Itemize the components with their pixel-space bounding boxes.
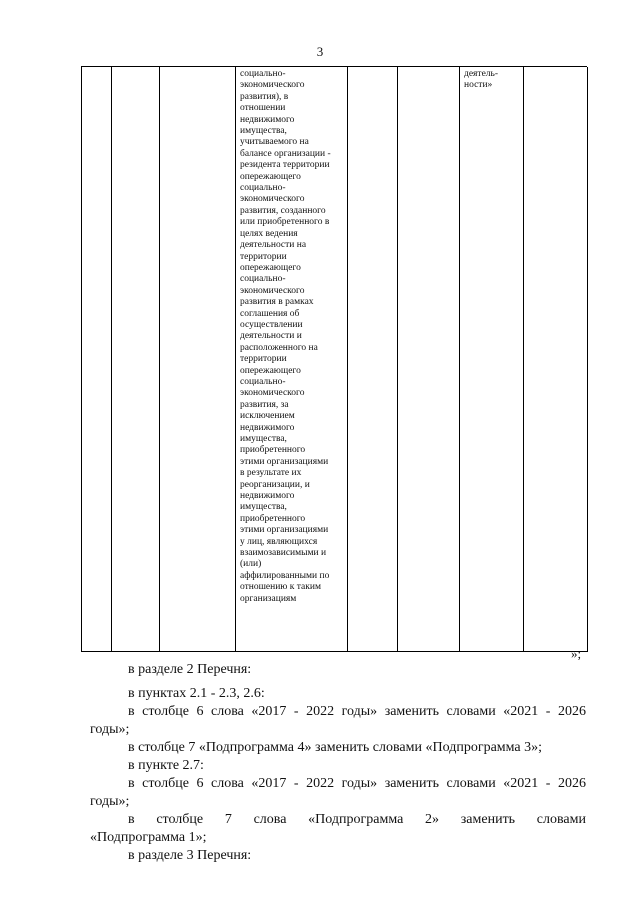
paragraph-line: в столбце 7 слова «Подпрограмма 2» заменить словами <box>128 812 586 827</box>
cell-line: имущества, <box>240 502 287 513</box>
paragraph-column6-b <box>90 775 586 811</box>
cell-line: осуществлении <box>240 319 303 330</box>
cell-line: деятельности и <box>240 331 302 342</box>
paragraph-line: годы»; <box>90 794 130 809</box>
table-column-5 <box>348 67 398 652</box>
table-column-1 <box>82 67 112 652</box>
cell-line: экономического <box>240 388 305 399</box>
paragraph-line: «Подпрограмма 1»; <box>90 830 207 845</box>
cell-line: развития, за <box>240 399 289 410</box>
cell-line: экономического <box>240 194 305 205</box>
paragraph-section2: в разделе 2 Перечня: <box>128 662 252 677</box>
cell-line: у лиц, являющихся <box>240 536 318 547</box>
cell-line: экономического <box>240 285 305 296</box>
cell-line: исключением <box>240 411 295 422</box>
paragraph-line: в столбце 6 слова «2017 - 2022 годы» заменить словами «2021 - 2026 <box>128 776 586 791</box>
continuation-table <box>81 66 587 652</box>
cell-line: социально- <box>240 376 286 387</box>
cell-line: имущества, <box>240 126 287 137</box>
paragraph-column6-a <box>90 703 586 739</box>
table-column-description <box>236 67 348 652</box>
cell-line: приобретенного <box>240 445 306 456</box>
cell-line: развития, созданного <box>240 205 326 216</box>
cell-line: целях ведения <box>240 228 298 239</box>
table-column-activity <box>460 67 524 652</box>
table-column-8 <box>524 67 588 652</box>
paragraph-point-2-7: в пункте 2.7: <box>128 758 204 773</box>
cell-line: деятель- <box>464 69 499 79</box>
page-number: 3 <box>316 44 324 59</box>
paragraph-column7-b <box>90 811 586 847</box>
cell-line: расположенного на <box>240 342 318 353</box>
cell-line: отношении <box>240 103 286 114</box>
cell-line: этими организациями <box>240 456 329 467</box>
cell-line: опережающего <box>240 262 301 273</box>
cell-line: деятельности на <box>240 240 307 251</box>
cell-line: учитываемого на <box>240 137 309 148</box>
description-cell-text <box>236 67 347 605</box>
table-column-3 <box>160 67 236 652</box>
table-column-6 <box>398 67 460 652</box>
cell-line: или приобретенного в <box>240 217 330 228</box>
paragraph-line: годы»; <box>90 722 130 737</box>
cell-line: социально- <box>240 274 286 285</box>
cell-line: опережающего <box>240 365 301 376</box>
cell-line: резидента территории <box>240 160 330 171</box>
cell-line: экономического <box>240 80 305 91</box>
cell-line: имущества, <box>240 434 287 444</box>
paragraph-line: в столбце 6 слова «2017 - 2022 годы» заменить словами «2021 - 2026 <box>128 704 586 719</box>
cell-line: социально- <box>240 183 286 194</box>
cell-line: недвижимого <box>240 422 295 433</box>
cell-line: развития), в <box>240 91 289 102</box>
cell-line: приобретенного <box>240 513 306 524</box>
cell-line: аффилированными по <box>240 570 330 581</box>
cell-line: (или) <box>240 559 262 570</box>
cell-line: территории <box>240 354 287 365</box>
activity-cell-text <box>460 67 523 92</box>
cell-line: социально- <box>240 69 286 79</box>
paragraph-column7-a: в столбце 7 «Подпрограмма 4» заменить словами «Подпрограмма 3»; <box>128 740 543 755</box>
cell-line: балансе организации - <box>240 148 331 159</box>
cell-line: организациям <box>240 593 297 604</box>
table-bottom-border <box>81 651 587 652</box>
cell-line: этими организациями <box>240 525 329 536</box>
cell-line: взаимозависимыми и <box>240 548 327 559</box>
cell-line: в результате их <box>240 468 302 479</box>
cell-line: реорганизации, и <box>240 479 310 490</box>
cell-line: опережающего <box>240 171 301 182</box>
table-column-2 <box>112 67 160 652</box>
cell-line: недвижимого <box>240 491 295 502</box>
paragraph-points-2-1: в пунктах 2.1 - 2.3, 2.6: <box>128 686 265 701</box>
cell-line: соглашения об <box>240 308 300 319</box>
closing-quote-mark: »; <box>571 646 582 661</box>
cell-line: недвижимого <box>240 114 295 125</box>
cell-line: ности» <box>464 80 493 91</box>
cell-line: развития в рамках <box>240 297 314 308</box>
cell-line: отношению к таким <box>240 582 321 593</box>
cell-line: территории <box>240 251 287 262</box>
paragraph-section3: в разделе 3 Перечня: <box>128 848 252 863</box>
